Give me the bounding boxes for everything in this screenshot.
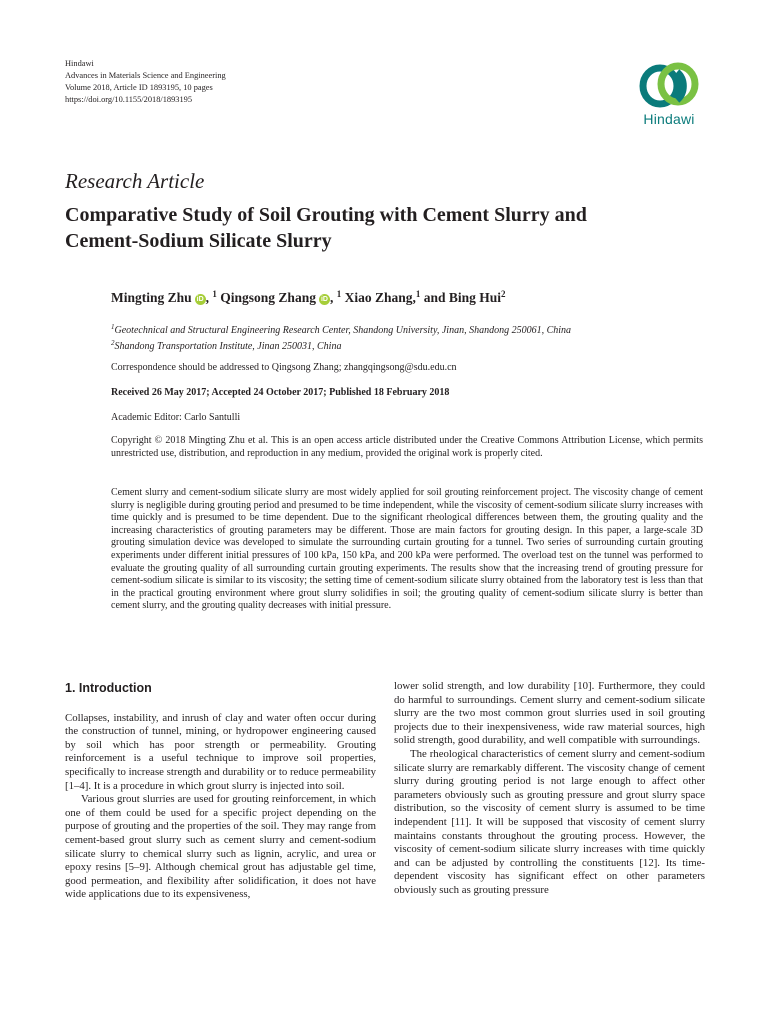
- affiliation-number: 1: [111, 323, 115, 331]
- author-name[interactable]: Qingsong Zhang: [220, 290, 316, 305]
- orcid-icon[interactable]: iD: [320, 296, 328, 303]
- journal-info: [65, 58, 395, 106]
- author-list: [111, 289, 506, 306]
- paragraph: Various grout slurries are used for grouting reinforcement, in which one of them could be used for a specific project depending on the purpose of grouting and the properties of the soil. They may range from cement-based grout slurry such as cement slurry and cement-sodium silicate slurry to chemical slurry such as lignin, acrylic, and urea or epoxy resins [5–9]. Although chemical grout has adjustable gel time, good permeation, and flexibility after solidification, it does not have wide applications due to its expensiveness,: [65, 793, 376, 901]
- hindawi-logo[interactable]: [636, 60, 702, 127]
- affiliation-text: Geotechnical and Structural Engineering Research Center, Shandong University, Jinan, Shandong 250061, China: [114, 325, 572, 336]
- volume-line: Volume 2018, Article ID 1893195, 10 pages: [65, 83, 213, 92]
- journal-name: Advances in Materials Science and Engineering: [65, 71, 226, 80]
- affiliation-text: Shandong Transportation Institute, Jinan 250031, China: [114, 341, 342, 352]
- academic-editor: Academic Editor: Carlo Santulli: [111, 412, 241, 423]
- orcid-icon[interactable]: iD: [196, 296, 204, 303]
- affiliation-mark: 2: [501, 289, 506, 299]
- publication-dates: Received 26 May 2017; Accepted 24 October 2017; Published 18 February 2018: [111, 387, 450, 398]
- author-name[interactable]: Mingting Zhu: [111, 290, 192, 305]
- correspondence: Correspondence should be addressed to Qingsong Zhang; zhangqingsong@sdu.edu.cn: [111, 362, 457, 373]
- affiliation-mark: 1: [415, 289, 421, 299]
- author-separator: and: [420, 290, 449, 305]
- author-name[interactable]: Bing Hui: [448, 290, 502, 305]
- paper-title: [65, 202, 705, 254]
- author-name[interactable]: Xiao Zhang,: [344, 290, 416, 305]
- paragraph: The rheological characteristics of cement slurry and cement-sodium silicate slurry are remarkably different. The viscosity change of cement slurry during grouting period is not large enough to affect other parameters obviously such as grouting pressure and grout slurry space distribution, so the viscosity of cement slurry is assumed to be time independent [11]. It will be supposed that viscosity of cement slurry maintains constants throughout the grouting process. However, the viscosity of cement-sodium silicate slurry increases with time quickly and can be adjusted by controlling the constituents [12]. Its time-dependent viscosity has significant effect on other parameters obviously such as grouting pressure: [394, 747, 705, 896]
- logo-text: Hindawi: [643, 111, 695, 127]
- copyright-notice: Copyright © 2018 Mingting Zhu et al. This is an open access article distributed under the Creative Commons Attribution License, which permits unrestricted use, distribution, and reproduction in any medium, provided the original work is properly cited.: [111, 435, 703, 459]
- publisher-name: Hindawi: [65, 59, 94, 68]
- affiliation-number: 2: [111, 339, 115, 347]
- article-type: Research Article: [65, 169, 205, 193]
- affiliation-mark: 1: [212, 289, 217, 299]
- author-separator: ,: [329, 290, 337, 305]
- body-column-right: [394, 680, 705, 898]
- paragraph: lower solid strength, and low durability [10]. Furthermore, they could do harmful to surroundings. Cement slurry and cement-sodium silicate slurry are the two most common grout slurries used in soil grouting projects due to their inexpensiveness, wide raw material sources, high solid strength, good durability, and well compatible with surroundings.: [394, 680, 705, 747]
- paragraph: Collapses, instability, and inrush of clay and water often occur during the construction of tunnel, mining, or hydropower engineering caused by soil which has poor strength or permeability. Grouting reinforcement is a useful technique to improve soil properties, specifically to increase strength and durability or to reduce permeability [1–4]. It is a procedure in which grout slurry is injected into soil.: [65, 711, 376, 792]
- affiliations: [111, 321, 571, 353]
- abstract: Cement slurry and cement-sodium silicate slurry are most widely applied for soil grouting reinforcement project. The viscosity change of cement slurry is negligible during grouting period and presumed to be time independent, while the viscosity of cement-sodium silicate slurry increases with time quickly and is presumed to be time dependent. Due to the significant rheological differences between them, the grouting quality and the increasing characteristics of grouting parameters may be different. Those are main factors for grouting design. In this paper, a large-scale 3D grouting simulation device was developed to simulate the surrounding curtain grouting for a tunnel. Two series of surrounding curtain grouting experiments under different initial pressures of 100 kPa, 150 kPa, and 200 kPa were performed. The overload test on the tunnel was performed to evaluate the grouting quality of all surrounding curtain grouting experiments. The results show that the increasing trend of grouting pressure for cement-sodium silicate is similar to its viscosity; the setting time of cement-sodium silicate slurry obtained from the laboratory test is less than that in the practical grouting environment where grout slurry solidifies in soil; the grouting quality of cement-sodium silicate slurry is better than cement slurry, and the grouting quality decreases with initial pressure.: [111, 487, 703, 612]
- affiliation-item: [111, 321, 571, 337]
- doi-link[interactable]: https://doi.org/10.1155/2018/1893195: [65, 95, 193, 104]
- affiliation-mark: 1: [336, 289, 342, 299]
- author-separator: ,: [205, 290, 213, 305]
- title-line-1: Comparative Study of Soil Grouting with Cement Slurry and: [65, 204, 587, 226]
- hindawi-logo-icon: [636, 60, 702, 110]
- title-line-2: Cement-Sodium Silicate Slurry: [65, 230, 332, 252]
- body-column-left: [65, 680, 376, 902]
- section-heading: 1. Introduction: [65, 681, 152, 695]
- affiliation-item: [111, 337, 571, 353]
